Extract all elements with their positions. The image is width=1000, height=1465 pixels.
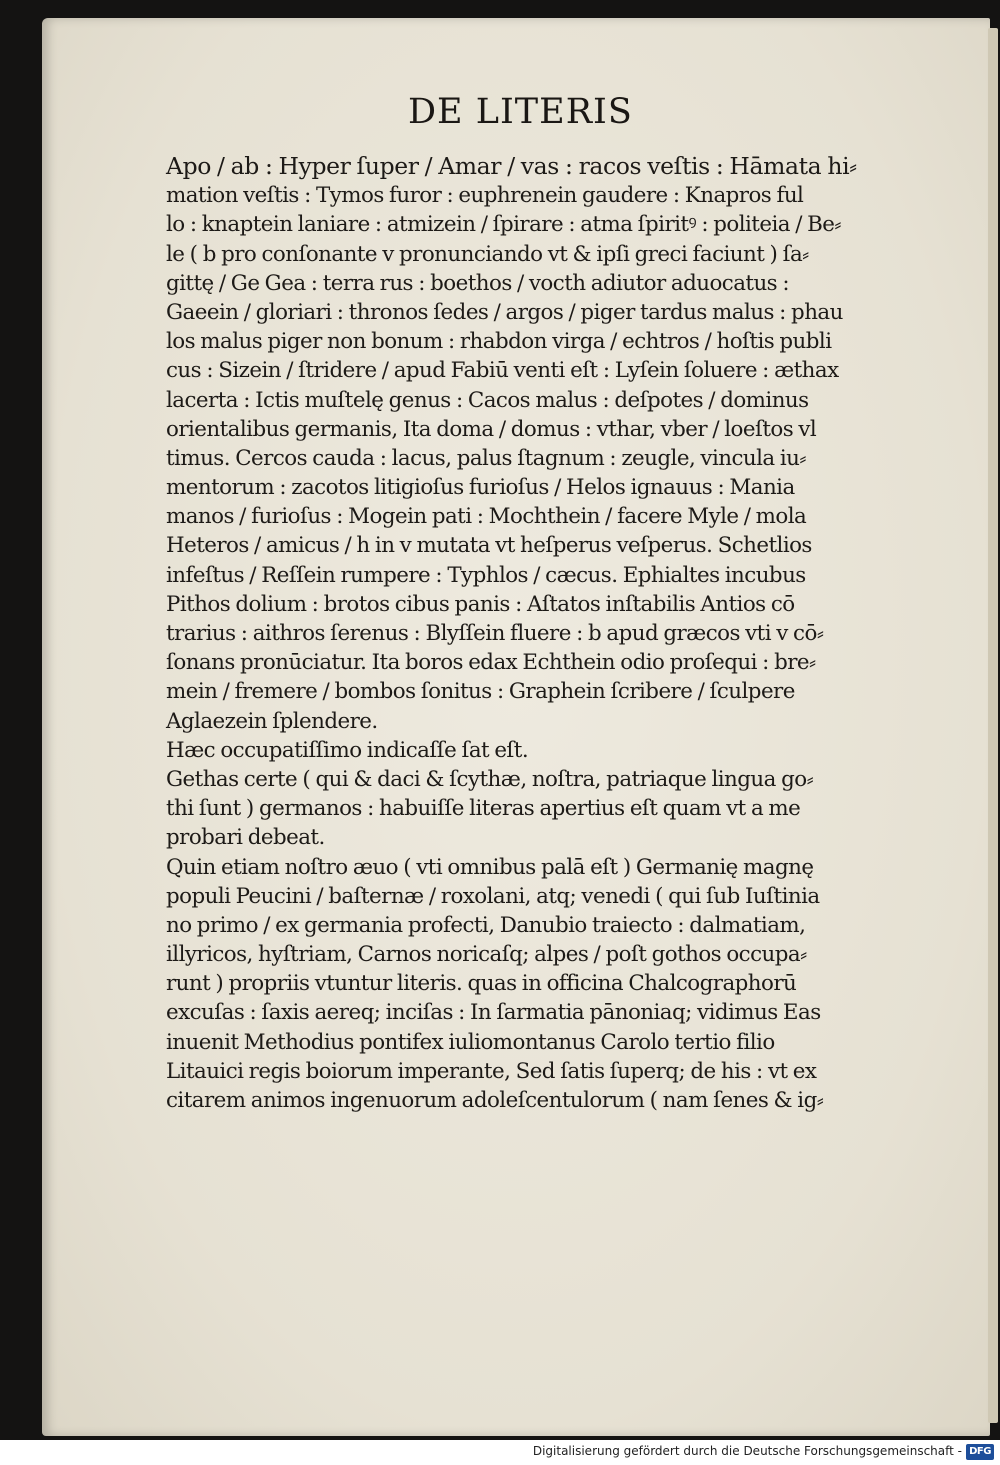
text-line: thi ſunt ) germanos : habuiſſe literas apertius eſt quam vt a me [166, 796, 801, 822]
text-line: runt ) propriis vtuntur literis. quas in officina Chalcographorū [166, 971, 797, 997]
text-line: Heteros / amicus / h in v mutata vt heſperus veſperus. Schetlios [166, 533, 812, 559]
text-line: mein / fremere / bombos ſonitus : Graphein ſcribere / ſculpere [166, 679, 795, 705]
text-line: Pithos dolium : brotos cibus panis : Aſtatos inſtabilis Antios cō [166, 591, 795, 617]
text-line: mation veſtis : Tymos furor : euphrenein gaudere : Knapros ful [166, 183, 804, 209]
text-line: los malus piger non bonum : rhabdon virga / echtros / hoſtis publi [166, 329, 832, 355]
text-block [166, 152, 926, 1115]
text-line: citarem animos ingenuorum adoleſcentulorum ( nam ſenes & ig⸗ [166, 1088, 824, 1113]
text-line: manos / furioſus : Mogein pati : Mochthein / facere Myle / mola [166, 504, 807, 530]
text-line: gittę / Ge Gea : terra rus : boethos / vocth adiutor aduocatus : [166, 270, 790, 296]
text-line: populi Peucini / baſternæ / roxolani, atq; venedi ( qui ſub Iuſtinia [166, 883, 820, 909]
text-line: Litauici regis boiorum imperante, Sed ſatis ſuperq; de his : vt ex [166, 1058, 817, 1084]
text-line: Gaeein / gloriari : thronos ſedes / argos / piger tardus malus : phau [166, 299, 843, 325]
text-line: Aglaezein ſplendere. [166, 708, 378, 734]
footer-credit: Digitalisierung gefördert durch die Deutsche Forschungsgemeinschaft - [532, 1444, 962, 1458]
text-line: inuenit Methodius pontifex iuliomontanus Carolo tertio filio [166, 1029, 775, 1055]
text-line: Hæc occupatiſſimo indicaſſe ſat eſt. [166, 737, 529, 763]
text-line: illyricos, hyſtriam, Carnos noricaſq; alpes / poſt gothos occupa⸗ [166, 942, 807, 968]
footer-bar [0, 1440, 1000, 1465]
text-line: orientalibus germanis, Ita doma / domus : vthar, vber / loeſtos vl [166, 416, 817, 442]
text-line: lo : knaptein laniare : atmizein / ſpirare : atma ſpiritꝰ : politeia / Be⸗ [166, 212, 841, 238]
text-line: excuſas : ſaxis aereq; inciſas : In ſarmatia pānoniaq; vidimus Eas [166, 1000, 821, 1026]
text-line: ſonans pronūciatur. Ita boros edax Echthein odio proſequi : bre⸗ [166, 650, 816, 676]
text-line: le ( b pro conſonante v pronunciando vt & ipſi greci faciunt ) ſa⸗ [166, 241, 809, 267]
dfg-logo[interactable]: DFG [966, 1444, 994, 1460]
text-line: cus : Sizein / ſtridere / apud Fabiū venti eſt : Lyſein ſoluere : æthax [166, 358, 839, 384]
text-line: mentorum : zacotos litigioſus furioſus / Helos ignauus : Mania [166, 475, 795, 501]
text-line: lacerta : Ictis muſtelę genus : Cacos malus : deſpotes / dominus [166, 387, 809, 413]
text-line: Gethas certe ( qui & daci & ſcythæ, noſtra, patriaque lingua go⸗ [166, 766, 814, 792]
page-edge [988, 28, 998, 1423]
text-line: Quin etiam noſtro æuo ( vti omnibus palā eſt ) Germanię magnę [166, 854, 814, 880]
text-line: infeſtus / Reſſein rumpere : Typhlos / cæcus. Ephialtes incubus [166, 562, 806, 588]
text-line: timus. Cercos cauda : lacus, palus ſtagnum : zeugle, vincula iu⸗ [166, 445, 806, 471]
page-heading: DE LITERIS [408, 92, 633, 132]
text-line: no primo / ex germania profecti, Danubio traiecto : dalmatiam, [166, 912, 806, 938]
text-line: trarius : aithros ſerenus : Blyſſein fluere : b apud græcos vti v cō⸗ [166, 621, 824, 646]
text-line: probari debeat. [166, 825, 325, 851]
text-line: Apo / ab : Hyper ſuper / Amar / vas : racos veſtis : Hāmata hi⸗ [166, 152, 857, 180]
